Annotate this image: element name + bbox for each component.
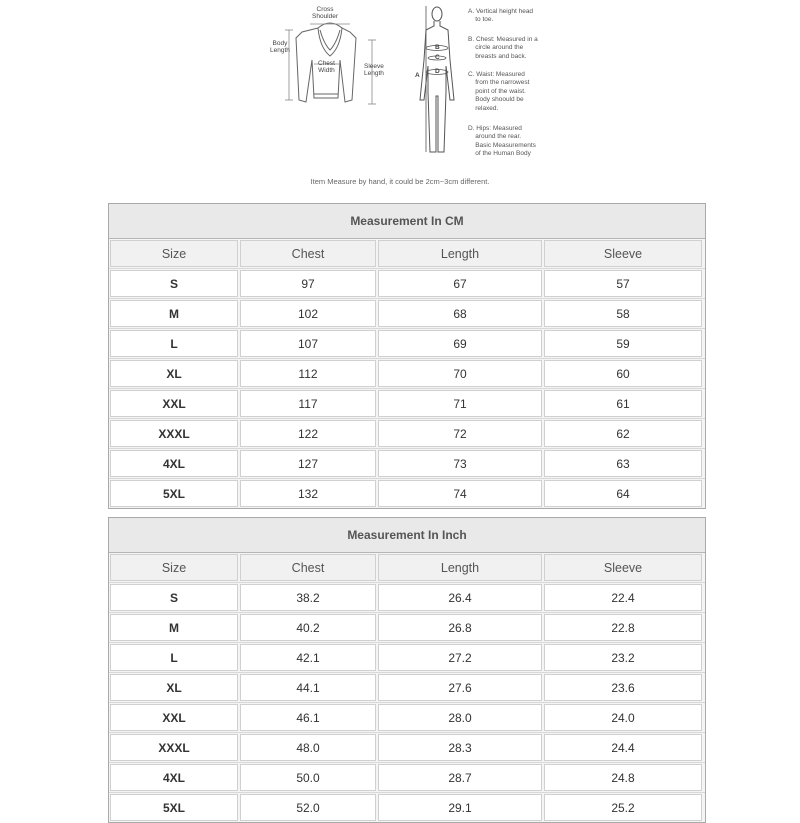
chest-cell: 122: [240, 420, 376, 447]
size-cell: XXL: [110, 390, 238, 417]
table-row: [109, 642, 705, 672]
chest-cell: 52.0: [240, 794, 376, 821]
sleeve-cell: 62: [544, 420, 702, 447]
sleeve-cell: 61: [544, 390, 702, 417]
sleeve-cell: 22.4: [544, 584, 702, 611]
header-sleeve: Sleeve: [544, 554, 702, 581]
table-row: [109, 612, 705, 642]
sleeve-cell: 59: [544, 330, 702, 357]
length-cell: 70: [378, 360, 542, 387]
length-cell: 71: [378, 390, 542, 417]
header-length: Length: [378, 240, 542, 267]
chest-cell: 97: [240, 270, 376, 297]
size-cell: M: [110, 300, 238, 327]
table-row: [109, 418, 705, 448]
size-cell: 5XL: [110, 480, 238, 507]
header-size: Size: [110, 554, 238, 581]
size-cell: XXXL: [110, 420, 238, 447]
length-cell: 27.6: [378, 674, 542, 701]
table-title: Measurement In CM: [109, 204, 705, 239]
sleeve-cell: 24.4: [544, 734, 702, 761]
sleeve-cell: 25.2: [544, 794, 702, 821]
chest-cell: 117: [240, 390, 376, 417]
table-header-row: [109, 553, 705, 582]
table-row: [109, 268, 705, 298]
size-table-cm: [108, 203, 706, 509]
size-cell: S: [110, 584, 238, 611]
size-cell: L: [110, 330, 238, 357]
sleeve-cell: 64: [544, 480, 702, 507]
size-cell: L: [110, 644, 238, 671]
table-row: [109, 762, 705, 792]
sleeve-cell: 60: [544, 360, 702, 387]
sleeve-length-label: Sleeve Length: [364, 63, 384, 77]
header-size: Size: [110, 240, 238, 267]
chest-cell: 40.2: [240, 614, 376, 641]
length-cell: 29.1: [378, 794, 542, 821]
label-letter-b: B: [435, 44, 440, 51]
table-row: [109, 792, 705, 822]
label-letter-d: D: [435, 68, 440, 75]
sleeve-cell: 63: [544, 450, 702, 477]
label-letter-c: C: [435, 54, 440, 61]
size-cell: XL: [110, 360, 238, 387]
note-a: A. Vertical height head to toe.: [468, 8, 534, 24]
length-cell: 74: [378, 480, 542, 507]
length-cell: 72: [378, 420, 542, 447]
size-table-inch: [108, 517, 706, 823]
chest-cell: 48.0: [240, 734, 376, 761]
note-d: D. Hips: Measured around the rear. Basic Measurements of the Human Body: [468, 125, 536, 158]
chest-cell: 102: [240, 300, 376, 327]
length-cell: 69: [378, 330, 542, 357]
chest-width-label: Chest Width: [318, 60, 335, 74]
table-row: [109, 358, 705, 388]
length-cell: 28.0: [378, 704, 542, 731]
size-cell: M: [110, 614, 238, 641]
size-cell: 4XL: [110, 450, 238, 477]
chest-cell: 132: [240, 480, 376, 507]
table-row: [109, 478, 705, 508]
size-cell: 4XL: [110, 764, 238, 791]
header-chest: Chest: [240, 554, 376, 581]
chest-cell: 127: [240, 450, 376, 477]
table-row: [109, 582, 705, 612]
chest-cell: 107: [240, 330, 376, 357]
chest-cell: 46.1: [240, 704, 376, 731]
table-row: [109, 328, 705, 358]
length-cell: 28.7: [378, 764, 542, 791]
size-cell: XXL: [110, 704, 238, 731]
header-length: Length: [378, 554, 542, 581]
garment-and-body-illustration: [0, 0, 800, 195]
chest-cell: 112: [240, 360, 376, 387]
sleeve-cell: 58: [544, 300, 702, 327]
table-row: [109, 388, 705, 418]
sleeve-cell: 57: [544, 270, 702, 297]
table-row: [109, 448, 705, 478]
table-row: [109, 732, 705, 762]
length-cell: 26.8: [378, 614, 542, 641]
length-cell: 67: [378, 270, 542, 297]
measurement-diagram: [0, 0, 800, 195]
sleeve-cell: 23.2: [544, 644, 702, 671]
note-b: B. Chest: Measured in a circle around the breasts and back.: [468, 36, 538, 60]
measure-footnote: Item Measure by hand, it could be 2cm~3cm different.: [310, 177, 490, 186]
length-cell: 73: [378, 450, 542, 477]
label-letter-a: A: [415, 72, 420, 79]
table-row: [109, 672, 705, 702]
size-cell: XL: [110, 674, 238, 701]
length-cell: 26.4: [378, 584, 542, 611]
chest-cell: 44.1: [240, 674, 376, 701]
cross-shoulder-label: Cross Shoulder: [312, 6, 339, 20]
chest-cell: 42.1: [240, 644, 376, 671]
header-sleeve: Sleeve: [544, 240, 702, 267]
chest-cell: 50.0: [240, 764, 376, 791]
size-cell: 5XL: [110, 794, 238, 821]
sleeve-cell: 23.6: [544, 674, 702, 701]
table-row: [109, 702, 705, 732]
chest-cell: 38.2: [240, 584, 376, 611]
header-chest: Chest: [240, 240, 376, 267]
length-cell: 27.2: [378, 644, 542, 671]
sleeve-cell: 22.8: [544, 614, 702, 641]
body-length-label: Body Length: [270, 40, 290, 54]
note-c: C. Waist: Measured from the narrowest point of the waist. Body shoould be relaxed.: [468, 71, 530, 112]
sleeve-cell: 24.8: [544, 764, 702, 791]
size-cell: XXXL: [110, 734, 238, 761]
length-cell: 28.3: [378, 734, 542, 761]
size-cell: S: [110, 270, 238, 297]
table-row: [109, 298, 705, 328]
table-title: Measurement In Inch: [109, 518, 705, 553]
table-header-row: [109, 239, 705, 268]
length-cell: 68: [378, 300, 542, 327]
sleeve-cell: 24.0: [544, 704, 702, 731]
